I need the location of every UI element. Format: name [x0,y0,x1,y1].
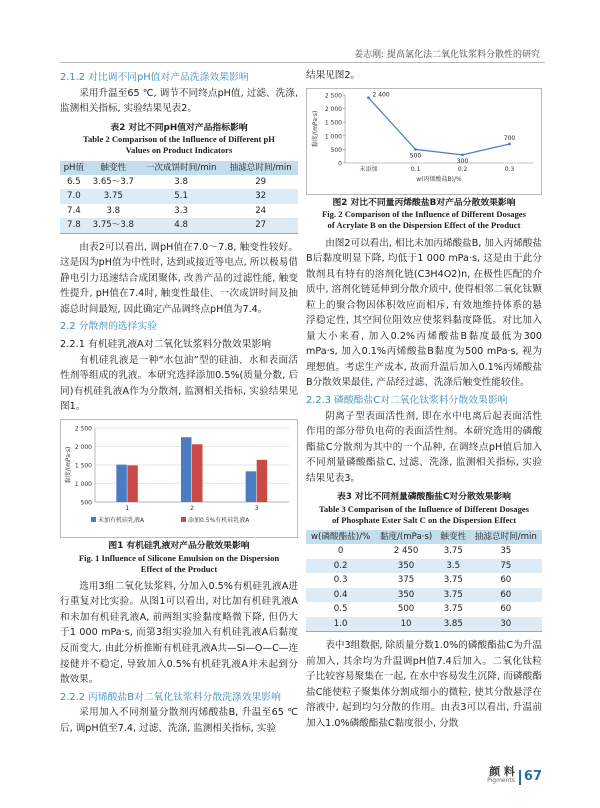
table-row [306,544,542,558]
bar [127,465,138,502]
table3-caption-en-2: of Phosphate Ester Salt C on the Dispersion Effect [331,514,517,525]
table-cell: 0 [337,546,344,557]
table-cell: 3.3 [174,205,188,216]
x-tick-label: 未添加 [359,165,378,173]
figure2-line-chart [307,89,541,189]
table-header-cell: 一次成饼时间/min [139,161,223,175]
y-tick-label: 1 000 [324,132,342,140]
table-row [60,204,298,218]
section-2-2-title: 2.2 分散剂的选择实验 [60,321,158,333]
table-cell: 27 [223,218,298,233]
table-row [306,588,542,602]
paragraph-after-figure2: 由图2可以看出, 相比未加丙烯酸盐B, 加入丙烯酸盐B后黏度明显下降, 均低于1 000 mPa·s, 这是由于此分散剂具有特有的溶剂化链(C3H4O2)n, 在极性匹配的介质中, 溶剂化链延伸到分散介质中, 使得相邻二氧化钛颗粒上的聚合物因体积效应而相斥, 有效地维持体系的悬浮稳定性, 其空间位阻效应使浆料黏度降低。对比加入量大小来看, 加入0.2%丙烯酸盐B黏度最低为300 mPa·s, 加入0.1%丙烯酸盐B黏度为500 mPa·s, 视为理想值。考虑生产成本, 故而升温后加入0.1%丙烯酸盐B分散效果最佳, 产品经过滤、洗涤后触变性能较佳。 [306,237,542,389]
table-row [60,189,298,203]
paragraph-after-table3: 表中3组数据, 除质量分数1.0%的磷酸酯盐C为升温前加入, 其余均为升温调pH值7.4后加入。二氧化钛粒子比较容易聚集在一起, 在水中容易发生沉降, 而磷酸酯盐C能使粒子聚集体分割成细小的微粒, 使其分散悬浮在溶液中, 起到均匀分散的作用。由表3可以看出, 升温前加入1.0%磷酸酯盐C黏度很小, 分散 [306,640,542,729]
table-cell: 3.8 [174,176,188,187]
legend-label: 未加有机硅乳液A [98,516,145,524]
data-point [414,148,417,151]
page-number: 67 [519,770,542,784]
x-axis-label: w(丙烯酸盐B)/% [416,175,462,183]
table-cell: 10 [375,617,437,632]
table-cell: 0.4 [306,588,375,602]
table-row [306,573,542,587]
table-cell: 3.65～3.7 [92,176,135,187]
table-cell: 2 450 [393,546,419,557]
journal-name-en: Pigments [487,777,515,785]
table-cell: 60 [500,575,512,586]
table2-caption-en-2: Values on Product Indicators [125,145,233,156]
table-header-cell: 触变性 [88,161,139,175]
table3 [306,530,542,632]
section-2-2-3-paragraph: 阴离子型表面活性剂, 即在水中电离后起表面活性作用的部分带负电荷的表面活性剂。本研究选用的磷酸酯盐C分散剂为其中的一个品种, 在调终点pH值后加入不同剂量磷酸酯盐C, 过滤、洗涤, 监测相关指标, 实验结果见表3。 [306,410,542,484]
right-top-line: 结果见图2。 [306,70,361,81]
table-header-row [306,530,542,544]
table-header-cell: w(磷酸酯盐)/% [306,530,375,544]
bar [257,460,268,502]
y-tick-label: 0 [338,160,342,168]
table-cell: 60 [470,588,542,602]
table3-caption-cn: 表3 对比不同剂量磷酸酯盐C对分散效果影响 [337,492,511,503]
legend-swatch [91,517,96,522]
table-cell: 32 [223,189,298,203]
page-footer [487,766,542,785]
data-label: 500 [409,151,422,159]
table-cell: 1.0 [306,617,375,632]
y-tick-label: 1 500 [74,462,92,470]
y-tick-label: 2 000 [324,105,342,113]
table-cell: 3.75～3.8 [88,218,139,233]
table2 [60,161,298,234]
data-label: 300 [456,157,469,165]
left-column [60,68,298,736]
table-cell: 3.75 [437,588,470,602]
table-cell: 0.2 [306,559,375,573]
table-cell: 35 [500,546,512,557]
table-cell: 350 [375,588,437,602]
legend-label: 添加0.5%有机硅乳液A [188,516,250,524]
data-point [508,142,511,145]
table-header-cell: 触变性 [437,530,470,544]
table-cell: 3.8 [106,205,121,216]
figure2-chart-box [306,88,542,195]
section-2-2-1-title: 2.2.1 有机硅乳液A对二氧化钛浆料分散效果影响 [60,338,272,350]
running-head: 姜志刚: 提高氯化法二氧化钛浆料分散性的研究 [354,50,540,60]
y-tick-label: 2 500 [74,425,92,433]
figure1-caption-en-1: Fig. 1 Influence of Silicone Emulsion on the Dispersion [78,552,280,563]
y-tick-label: 2 000 [74,443,92,451]
figure2-caption-en-1: Fig. 2 Comparison of the Influence of Different Dosages [322,209,526,220]
data-label: 2 400 [372,91,390,99]
data-point [367,96,370,99]
y-axis-label: 黏度/(mPa·s) [65,446,72,484]
section-2-2-1-paragraph: 有机硅乳液是一种“水包油”型的硅油、水和表面活性剂等组成的乳液。本研究选择添加0.5%(质量分数, 后同)有机硅乳液A作为分散剂, 监测相关指标, 实验结果见图1。 [60,354,298,413]
legend-swatch [181,517,186,522]
table-cell: 6.5 [67,176,81,187]
x-tick-label: 2 [190,504,194,512]
bar [116,464,127,501]
section-2-2-3-title: 2.2.3 磷酸酯盐C对二氧化钛浆料分散效果影响 [306,394,508,406]
table-header-cell: 抽滤总时间/min [470,530,542,544]
table-row [60,218,298,233]
table-cell: 30 [470,617,542,632]
table-cell: 75 [470,559,542,573]
table-cell: 60 [500,604,512,615]
table-cell: 7.4 [67,205,81,216]
y-tick-label: 500 [330,146,342,154]
bar [192,444,203,502]
series-line [369,97,510,154]
figure2-caption-en-2: of Acrylate B on the Dispersion Effect of the Product [327,220,521,231]
table-cell: 3.75 [443,546,463,557]
table-cell: 500 [397,604,415,615]
table2-caption-cn: 表2 对比不同pH值对产品指标影响 [110,122,248,133]
paragraph-after-table2: 由表2可以看出, 调pH值在7.0～7.8, 触变性较好。这是因为pH值为中性时, 达到或接近等电点, 所以极易借静电引力迅速结合成团聚体, 改善产品的过滤性能, 触变性提升, pH值在7.4时, 触变性最佳、一次成饼时间及抽滤总时间最短, 因此确定产品调终点pH值为7.4。 [60,241,298,315]
table-cell: 3.75 [88,189,139,203]
section-2-2-2-title: 2.2.2 丙烯酸盐B对二氧化钛浆料分散洗涤效果影响 [60,691,281,703]
figure1-caption-en-2: Effect of the Product [140,563,218,574]
table-cell: 4.8 [139,218,223,233]
y-tick-label: 1 500 [324,119,342,127]
figure1-chart-box [60,419,298,538]
y-tick-label: 2 500 [324,92,342,100]
figure1-bar-chart [61,420,297,532]
section-2-1-2-title: 2.1.2 对比调不同pH值对产品洗涤效果影响 [60,72,249,83]
paragraph-after-figure1: 选用3组二氧化钛浆料, 分加入0.5%有机硅乳液A进行重复对比实验。从图1可以看出, 对比加有机硅乳液A和未加有机硅乳液A, 前两组实验黏度略微下降, 但仍大于1 000 mPa·s, 而第3组实验加入有机硅乳液A后黏度反而变大, 由此分析推断有机硅乳液A共—Si—O—C—连接健并不稳定, 导致加入0.5%有机硅乳液A并未起到分散效果。 [60,580,298,686]
table-cell: 375 [397,575,415,586]
bar [246,471,257,502]
header-rule [60,62,545,63]
table-row [306,617,542,632]
bar [181,437,192,502]
section-2-1-2-paragraph: 采用升温至65 ℃, 调节不同终点pH值, 过滤、洗涤, 监测相关指标, 实验结果见表2。 [60,87,298,115]
table-header-cell: 黏度/(mPa·s) [375,530,437,544]
table2-caption-en-1: Table 2 Comparison of the Influence of Different pH [83,134,275,145]
figure1-caption-cn: 图1 有机硅乳液对产品分散效果影响 [108,541,250,552]
table3-caption-en-1: Table 3 Comparison of the Influence of Different Dosages [318,503,530,514]
data-point [461,153,464,156]
table-cell: 29 [255,176,267,187]
table-cell: 7.8 [60,218,88,233]
table-row [60,175,298,189]
table-cell: 350 [375,559,437,573]
journal-name-cn: 颜 料 [489,765,515,778]
figure2-caption-cn: 图2 对比不同量丙烯酸盐B对产品分散效果影响 [332,197,516,208]
table-row [306,602,542,616]
section-2-2-2-paragraph: 采用加入不同剂量分散剂丙烯酸盐B, 升温至65 ℃后, 调pH值至7.4, 过滤、洗涤, 监测相关指标, 实验 [60,707,298,734]
x-tick-label: 0.1 [410,165,421,173]
table-cell: 3.5 [437,559,470,573]
y-tick-label: 500 [80,499,92,507]
table-row [306,559,542,573]
x-tick-label: 3 [254,504,259,512]
table-header-cell: 抽滤总时间/min [223,161,298,175]
table-cell: 0.3 [333,575,348,586]
y-axis-label: 黏度/(mPa·s) [312,110,319,147]
table-cell: 3.85 [437,617,470,632]
x-tick-label: 1 [125,504,130,512]
table-cell: 24 [255,205,267,216]
table-header-row [60,161,298,175]
y-tick-label: 1 000 [74,480,92,488]
table-cell: 0.5 [333,604,348,615]
right-column [306,68,542,731]
table-cell: 7.0 [60,189,88,203]
journal-name [487,766,515,785]
table-cell: 3.75 [443,575,463,586]
table-cell: 3.75 [443,604,463,615]
x-tick-label: 0.3 [504,165,515,173]
data-label: 700 [503,134,516,142]
table-header-cell: pH值 [60,161,88,175]
x-tick-label: 0.2 [457,165,468,173]
table-cell: 5.1 [139,189,223,203]
